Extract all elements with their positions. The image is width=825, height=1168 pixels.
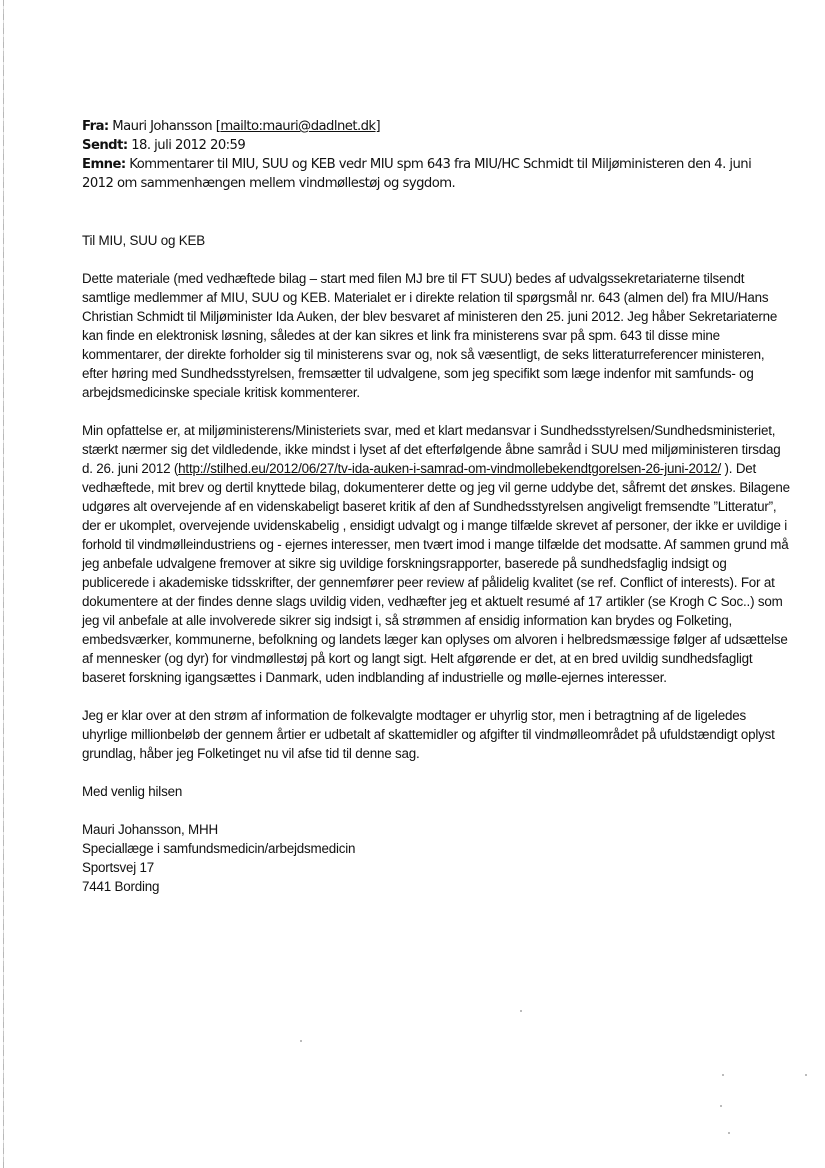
scan-speck — [805, 1074, 807, 1076]
from-email-bracket-close: ] — [375, 119, 381, 134]
sent-label: Sendt: — [82, 138, 128, 153]
from-label: Fra: — [82, 119, 109, 134]
sent-value: 18. juli 2012 20:59 — [131, 138, 246, 153]
paragraph-2-text-b: ). Det vedhæftede, mit brev og dertil knyttede bilag, dokumenterer dette og jeg vil gerne uddybe det, såfremt det ønskes. Bilagene udgøres alt overvejende af en videnskabeligt baseret kritik af den af Sundhedsstyrelsen angiveligt fremsendte ”Litteratur”, der er ukomplet, overvejende uvidenskabelig , ensidigt udvalgt og i mange tilfælde skrevet af personer, der ikke er uvildige i forhold til vindmølleindustriens og - ejernes interesser, men tvært imod i mange tilfælde det modsatte. Af sammen grund må jeg anbefale udvalgene fremover at sikre sig uvildige forskningsrapporter, baserede på sundhedsfaglig indsigt og publicerede i akademiske tidsskrifter, der gennemfører peer review af pålidelig kvalitet (se ref. Conflict of interests). For at dokumentere at der findes denne slags uvildig viden, vedhæfter jeg et aktuelt resumé af 17 artikler (se Krogh C Soc..) som jeg vil anbefale at alle involverede sikrer sig indsigt i, så strømmen af ensidig information kan brydes og Folketing, embedsværker, kommunerne, befolkning og landets læger kan oplyses om alvoren i helbredsmæssige følger af udsættelse af mennesker (og dyr) for vindmøllestøj på kort og langt sigt. Helt afgørende er det, at en bred uvildig sundhedsfagligt baseret forskning igangsættes i Danmark, uden indblanding af industrielle og mølle-ejernes interesser. — [82, 461, 790, 685]
scan-speck — [722, 1074, 724, 1076]
signature-title: Speciallæge i samfundsmedicin/arbejdsmedicin — [82, 841, 356, 856]
sent-line — [82, 136, 792, 155]
scan-edge-line — [3, 0, 4, 1168]
paragraph-1: Dette materiale (med vedhæftede bilag – start med filen MJ bre til FT SUU) bedes af udvalgssekretariaterne tilsendt samtlige medlemmer af MIU, SUU og KEB. Materialet er i direkte relation til spørgsmål nr. 643 (almen del) fra MIU/Hans Christian Schmidt til Miljøminister Ida Auken, der blev besvaret af ministeren den 25. juni 2012. Jeg håber Sekretariaterne kan finde en elektronisk løsning, således at der kan sikres et link fra ministerens svar på spm. 643 til disse mine kommentarer, der direkte forholder sig til ministerens svar og, nok så væsentligt, de seks litteraturreferencer ministeren, efter høring med Sundhedsstyrelsen, fremsætter til udvalgene, som jeg specifikt som læge indenfor mit samfunds- og arbejdsmedicinske speciale kritisk kommenterer. — [82, 271, 778, 400]
paragraph-3: Jeg er klar over at den strøm af information de folkevalgte modtager er uhyrlig stor, men i betragtning af de ligeledes uhyrlige millionbeløb der gennem årtier er udbetalt af skattemidler og afgifter til vindmølleområdet på ufuldstændigt oplyst grundlag, håber jeg Folketinget nu vil afse tid til denne sag. — [82, 708, 775, 761]
scan-speck — [300, 1040, 302, 1042]
paragraph-2-text-a: Min opfattelse er, at miljøministerens/Ministeriets svar, med et klart medansvar i Sundhedsstyrelsen/Sundhedsministeriet, stærkt nærmer sig det vildledende, ikke mindst i lyset af det efterfølgende åbne samråd i SUU med miljøministeren tirsdag d. 26. juni 2012 ( — [82, 423, 781, 476]
subject-label: Emne: — [82, 157, 126, 172]
signature-name: Mauri Johansson, MHH — [82, 822, 218, 837]
signature-city: 7441 Bording — [82, 879, 160, 894]
signature — [82, 820, 792, 896]
samraad-video-link[interactable]: http://stilhed.eu/2012/06/27/tv-ida-auken-i-samrad-om-vindmollebekendtgorelsen-26-juni-2012/ — [178, 461, 722, 476]
paragraph-2 — [82, 421, 792, 687]
from-line — [82, 117, 792, 136]
from-name: Mauri Johansson — [112, 119, 213, 134]
email-header — [82, 117, 792, 193]
scan-speck — [520, 1010, 522, 1012]
closing: Med venlig hilsen — [82, 784, 183, 799]
email-body — [82, 231, 792, 896]
signature-street: Sportsvej 17 — [82, 860, 155, 875]
email-printout — [82, 117, 792, 896]
from-email-link[interactable]: mailto:mauri@dadlnet.dk — [220, 119, 376, 134]
scan-speck — [720, 1105, 722, 1107]
subject-value: Kommentarer til MIU, SUU og KEB vedr MIU spm 643 fra MIU/HC Schmidt til Miljøministeren den 4. juni 2012 om sammenhængen mellem vindmøllestøj og sygdom. — [82, 157, 752, 191]
subject-line — [82, 155, 782, 193]
from-email-bracket-open: [ — [215, 119, 221, 134]
salutation: Til MIU, SUU og KEB — [82, 233, 205, 248]
scan-speck — [728, 1132, 730, 1134]
